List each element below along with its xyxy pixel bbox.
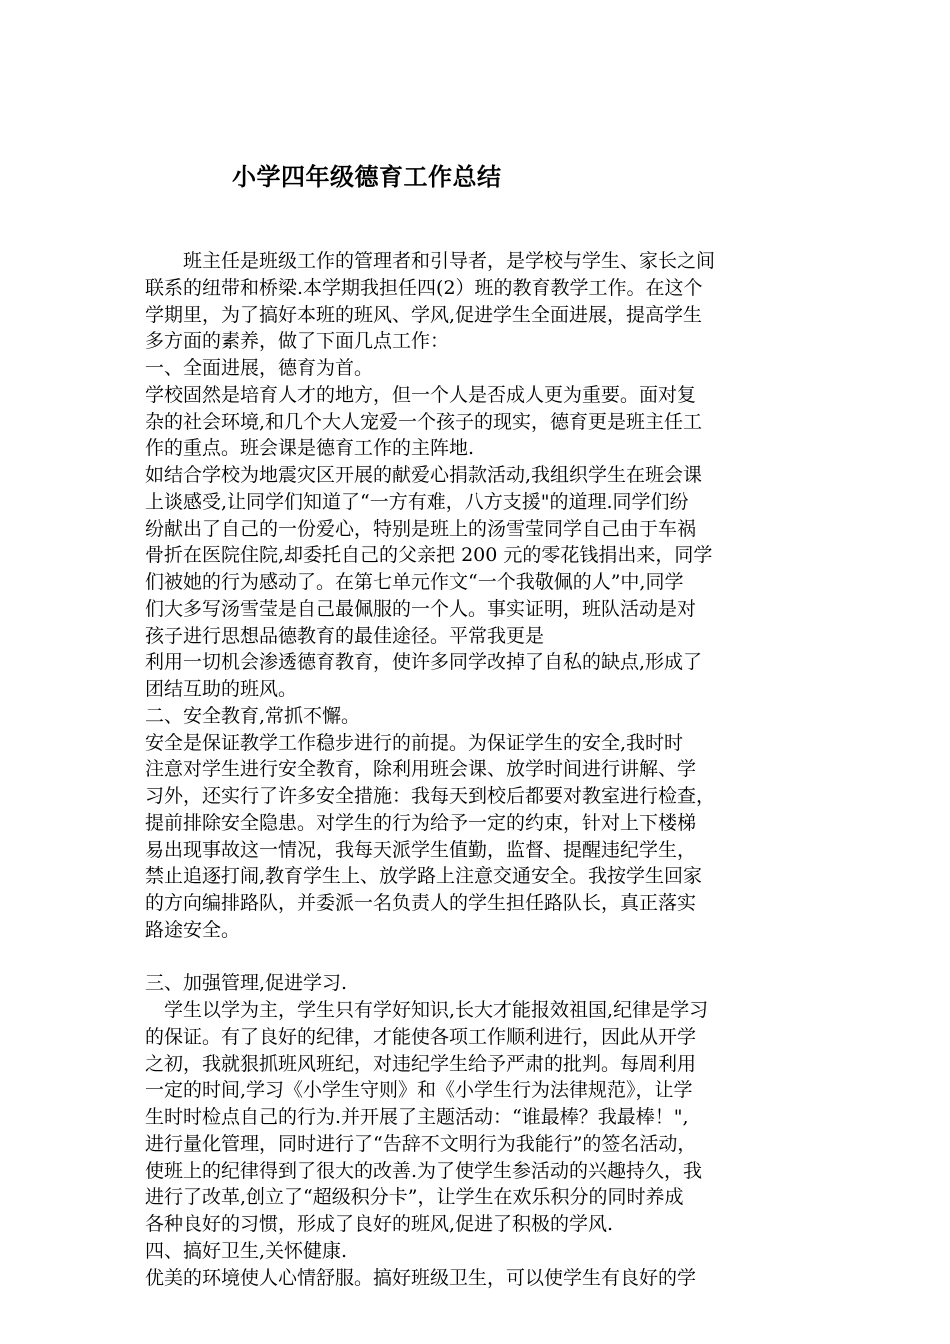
body-line: 们大多写汤雪莹是自己最佩服的一个人。事实证明，班队活动是对 xyxy=(145,597,697,620)
body-line: 各种良好的习惯，形成了良好的班风,促进了积极的学风. xyxy=(145,1213,614,1235)
body-line: 禁止追逐打闹,教育学生上、放学路上注意交通安全。我按学生回家 xyxy=(145,865,703,888)
body-line: 联系的纽带和桥梁.本学期我担任四(2）班的教育教学工作。在这个 xyxy=(145,276,703,299)
body-line: 多方面的素养，做了下面几点工作： xyxy=(145,330,450,353)
body-line: 优美的环境使人心情舒服。搞好班级卫生，可以使学生有良好的学 xyxy=(145,1266,697,1289)
body-line: 使班上的纪律得到了很大的改善.为了使学生参活动的兴趣持久，我 xyxy=(145,1159,703,1182)
body-line: 作的重点。班会课是德育工作的主阵地. xyxy=(145,437,475,460)
body-line: 学生以学为主，学生只有学好知识,长大才能报效祖国,纪律是学习 xyxy=(145,999,709,1021)
body-line: 利用一切机会渗透德育教育，使许多同学改掉了自私的缺点,形成了 xyxy=(145,651,703,674)
body-line: 注意对学生进行安全教育，除利用班会课、放学时间进行讲解、学 xyxy=(145,758,697,781)
body-line: 的保证。有了良好的纪律，才能使各项工作顺利进行，因此从开学 xyxy=(145,1025,697,1048)
body-line: 杂的社会环境,和几个大人宠爱一个孩子的现实，德育更是班主任工 xyxy=(145,410,703,433)
body-line: 习外，还实行了许多安全措施：我每天到校后都要对教室进行检查， xyxy=(145,785,716,807)
body-line: 骨折在医院住院,却委托自己的父亲把 200 元的零花钱捐出来，同学 xyxy=(145,544,713,567)
body-line: 易出现事故这一情况，我每天派学生值勤，监督、提醒违纪学生， xyxy=(145,838,697,861)
body-line: 们被她的行为感动了。在第七单元作文“一个我敬佩的人”中,同学 xyxy=(145,571,684,593)
body-line: 的方向编排路队，并委派一名负责人的学生担任路队长，真正落实 xyxy=(145,892,697,914)
document-body xyxy=(145,248,815,1291)
body-line: 提前排除安全隐患。对学生的行为给予一定的约束，针对上下楼梯 xyxy=(145,811,697,834)
body-line: 孩子进行思想品德教育的最佳途径。平常我更是 xyxy=(145,624,545,647)
body-line: 一、全面进展，德育为首。 xyxy=(145,357,374,379)
body-line: 学校固然是培育人才的地方，但一个人是否成人更为重要。面对复 xyxy=(145,383,697,406)
body-line: 进行了改革,创立了“超级积分卡”，让学生在欢乐积分的同时养成 xyxy=(145,1186,684,1209)
body-line: 二、安全教育,常抓不懈。 xyxy=(145,704,361,727)
body-line: 团结互助的班风。 xyxy=(145,678,298,700)
body-line: 班主任是班级工作的管理者和引导者，是学校与学生、家长之间 xyxy=(145,250,716,272)
body-line: 如结合学校为地震灾区开展的献爱心捐款活动,我组织学生在班会课 xyxy=(145,464,703,486)
blank-line xyxy=(145,944,815,971)
body-line: 生时时检点自己的行为.并开展了主题活动：“谁最棒？我最棒！", xyxy=(145,1106,689,1128)
document-title: 小学四年级德育工作总结 xyxy=(232,162,502,191)
body-line: 路途安全。 xyxy=(145,918,241,941)
body-line: 四、搞好卫生,关怀健康. xyxy=(145,1239,348,1262)
body-line: 一定的时间,学习《小学生守则》和《小学生行为法律规范》，让学 xyxy=(145,1079,693,1102)
body-line: 学期里，为了搞好本班的班风、学风,促进学生全面进展，提高学生 xyxy=(145,303,703,326)
body-line: 纷献出了自己的一份爱心，特别是班上的汤雪莹同学自己由于车祸 xyxy=(145,517,697,540)
body-line: 上谈感受,让同学们知道了“一方有难，八方支援"的道理.同学们纷 xyxy=(145,490,689,513)
body-line: 三、加强管理,促进学习. xyxy=(145,972,348,995)
body-line: 安全是保证教学工作稳步进行的前提。为保证学生的安全,我时时 xyxy=(145,731,684,754)
body-line: 进行量化管理，同时进行了“告辞不文明行为我能行”的签名活动， xyxy=(145,1132,697,1155)
body-line: 之初，我就狠抓班风班纪，对违纪学生给予严肃的批判。每周利用 xyxy=(145,1052,697,1075)
